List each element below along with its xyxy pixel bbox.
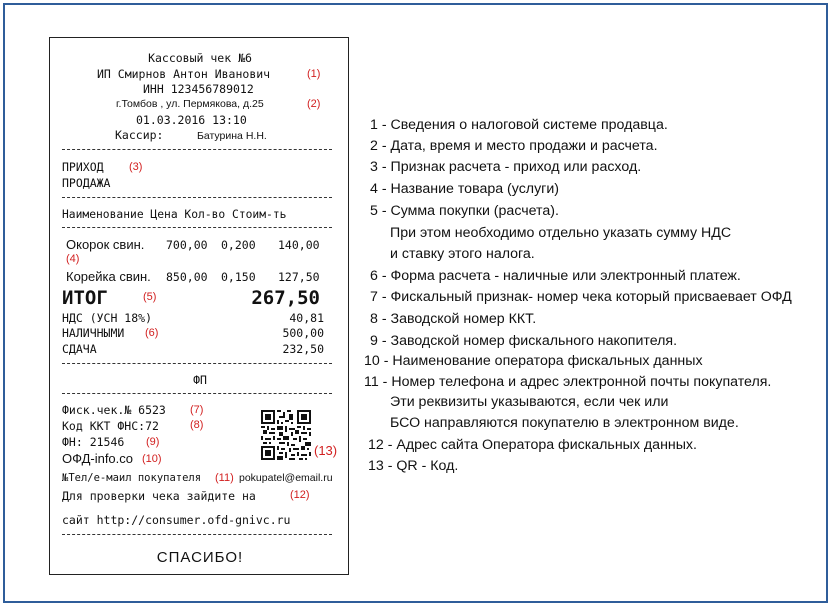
legend-item: БСО направляются покупателю в электронном виде. [390, 415, 739, 431]
divider [62, 227, 332, 228]
change-label: СДАЧА [62, 342, 97, 356]
qr-code-icon [261, 410, 311, 460]
calc-type: ПРИХОД [62, 160, 104, 174]
fp-label: ФП [193, 373, 207, 387]
legend-item: 12 - Адрес сайта Оператора фискальных данных. [368, 437, 697, 453]
item-price: 850,00 [166, 270, 208, 284]
legend-item: 3 - Признак расчета - приход или расход. [370, 159, 642, 175]
mark-4: (4) [66, 253, 80, 265]
mark-7: (7) [190, 404, 204, 416]
legend-item: Эти реквизиты указываются, если чек или [390, 394, 669, 410]
legend-item: 1 - Сведения о налоговой системе продавца. [370, 117, 668, 133]
legend-item: 10 - Наименование оператора фискальных данных [364, 353, 703, 369]
seller-inn: ИНН 123456789012 [143, 82, 254, 96]
buyer-contact-label: №Тел/е-маил покупателя [62, 472, 202, 484]
seller-address: г.Томбов , ул. Пермякова, д.25 [116, 98, 264, 110]
total-value: 267,50 [251, 287, 320, 309]
divider [62, 363, 332, 364]
legend-item: и ставку этого налога. [390, 246, 535, 262]
ofd-site: сайт http://consumer.ofd-gnivc.ru [62, 513, 291, 527]
cashier-name: Батурина Н.Н. [197, 130, 267, 142]
items-header: Наименование Цена Кол-во Стоим-ть [62, 208, 287, 221]
legend-item: 5 - Сумма покупки (расчета). [370, 203, 559, 219]
check-instructions: Для проверки чека зайдите на [62, 489, 256, 503]
sale-label: ПРОДАЖА [62, 176, 111, 190]
legend-item: 6 - Форма расчета - наличные или электронный платеж. [370, 268, 741, 284]
receipt-title: Кассовый чек №6 [148, 51, 252, 65]
total-label: ИТОГ [62, 287, 108, 309]
item-name: Окорок свин. [66, 237, 145, 252]
change-value: 232,50 [282, 342, 324, 356]
mark-10: (10) [142, 453, 162, 465]
ofd-name: ОФД-info.co [62, 451, 133, 466]
legend-item: 11 - Номер телефона и адрес электронной почты покупателя. [364, 374, 772, 390]
buyer-email: pokupatel@email.ru [239, 472, 333, 484]
divider [62, 149, 332, 150]
mark-13: (13) [314, 443, 338, 458]
legend-item: 2 - Дата, время и место продажи и расчета. [370, 138, 658, 154]
divider [62, 393, 332, 394]
mark-1: (1) [307, 68, 321, 80]
item-name: Корейка свин. [66, 269, 151, 284]
legend-item: 8 - Заводской номер ККТ. [370, 311, 537, 327]
fn-number: ФН: 21546 [62, 435, 125, 449]
mark-9: (9) [146, 436, 160, 448]
receipt [49, 37, 349, 575]
item-cost: 127,50 [278, 270, 320, 284]
vat-label: НДС (УСН 18%) [62, 311, 153, 325]
divider [62, 197, 332, 198]
mark-12: (12) [290, 489, 310, 501]
mark-6: (6) [145, 327, 159, 339]
seller-name: ИП Смирнов Антон Иванович [97, 67, 271, 81]
kkt-code: Код ККТ ФНС:72 [62, 419, 159, 433]
legend-item: 7 - Фискальный признак- номер чека который присваевает ОФД [370, 289, 792, 305]
cashier-label: Кассир: [115, 128, 164, 142]
item-price: 700,00 [166, 238, 208, 252]
mark-8: (8) [190, 419, 204, 431]
legend-item: 9 - Заводской номер фискального накопителя. [370, 333, 678, 349]
legend-item: При этом необходимо отдельно указать сумму НДС [390, 225, 732, 241]
legend-item: 4 - Название товара (услуги) [370, 181, 560, 197]
vat-value: 40,81 [289, 311, 324, 325]
mark-3: (3) [129, 161, 143, 173]
mark-2: (2) [307, 98, 321, 110]
thanks-text: СПАСИБО! [156, 549, 244, 566]
divider [62, 534, 332, 535]
sale-datetime: 01.03.2016 13:10 [136, 113, 247, 127]
item-cost: 140,00 [278, 238, 320, 252]
legend-item: 13 - QR - Код. [368, 458, 459, 474]
mark-11: (11) [215, 472, 234, 484]
item-qty: 0,150 [221, 270, 256, 284]
cash-label: НАЛИЧНЫМИ [62, 326, 125, 340]
cash-value: 500,00 [282, 326, 324, 340]
mark-5: (5) [143, 291, 157, 303]
fiscal-check-number: Фиск.чек.№ 6523 [62, 403, 166, 417]
item-qty: 0,200 [221, 238, 256, 252]
